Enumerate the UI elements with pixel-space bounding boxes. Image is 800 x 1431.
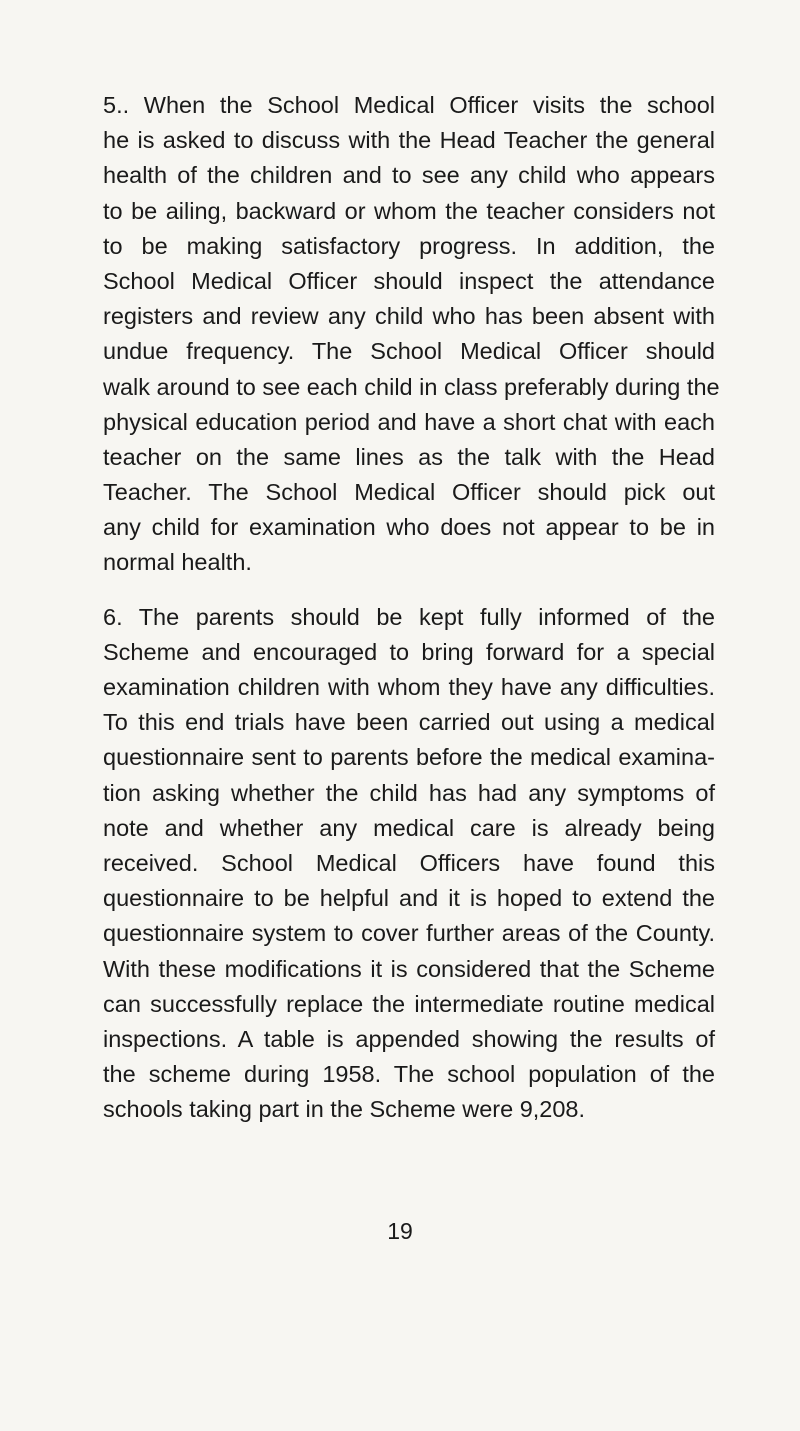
- page-number: 19: [387, 1218, 413, 1244]
- text-line: 5.. When the School Medical Officer visits the school: [103, 92, 715, 118]
- text-line: teacher on the same lines as the talk with the Head: [103, 443, 715, 470]
- text-line: questionnaire sent to parents before the medical examina-: [103, 744, 715, 771]
- text-line: inspections. A table is appended showing the results of: [103, 1025, 715, 1052]
- text-line: normal health.: [103, 549, 252, 576]
- text-line: To this end trials have been carried out using a medical: [103, 709, 715, 736]
- text-line: the scheme during 1958. The school population of the: [103, 1061, 715, 1088]
- text-line: health of the children and to see any child who appears: [103, 162, 715, 189]
- text-line: With these modifications it is considered that the Scheme: [103, 955, 715, 982]
- text-line: received. School Medical Officers have found this: [103, 849, 715, 876]
- paragraph-6: [103, 600, 715, 1128]
- text-line: Teacher. The School Medical Officer should pick out: [103, 479, 715, 506]
- paragraph-5: [103, 88, 720, 581]
- text-line: tion asking whether the child has had any symptoms of: [103, 779, 715, 806]
- paragraph-gap: [103, 581, 715, 600]
- text-line: schools taking part in the Scheme were 9,208.: [103, 1096, 586, 1123]
- text-line: School Medical Officer should inspect the attendance: [103, 267, 715, 294]
- text-line: to be ailing, backward or whom the teacher considers not: [103, 197, 715, 224]
- text-line: any child for examination who does not appear to be in: [103, 514, 715, 541]
- body-text: [103, 88, 720, 1127]
- text-line: can successfully replace the intermediate routine medical: [103, 990, 715, 1017]
- text-line: he is asked to discuss with the Head Teacher the general: [103, 127, 715, 154]
- text-line: undue frequency. The School Medical Officer should: [103, 338, 715, 365]
- text-line: questionnaire to be helpful and it is hoped to extend the: [103, 885, 715, 912]
- text-line: registers and review any child who has been absent with: [103, 303, 715, 330]
- text-line: 6. The parents should be kept fully informed of the: [103, 603, 715, 630]
- text-line: walk around to see each child in class preferably during the: [103, 373, 720, 400]
- text-line: questionnaire system to cover further areas of the County.: [103, 920, 715, 947]
- text-line: examination children with whom they have any difficulties.: [103, 674, 715, 700]
- text-line: physical education period and have a short chat with each: [103, 408, 715, 435]
- text-line: Scheme and encouraged to bring forward for a special: [103, 638, 715, 665]
- text-line: to be making satisfactory progress. In addition, the: [103, 232, 715, 259]
- text-line: note and whether any medical care is already being: [103, 814, 715, 841]
